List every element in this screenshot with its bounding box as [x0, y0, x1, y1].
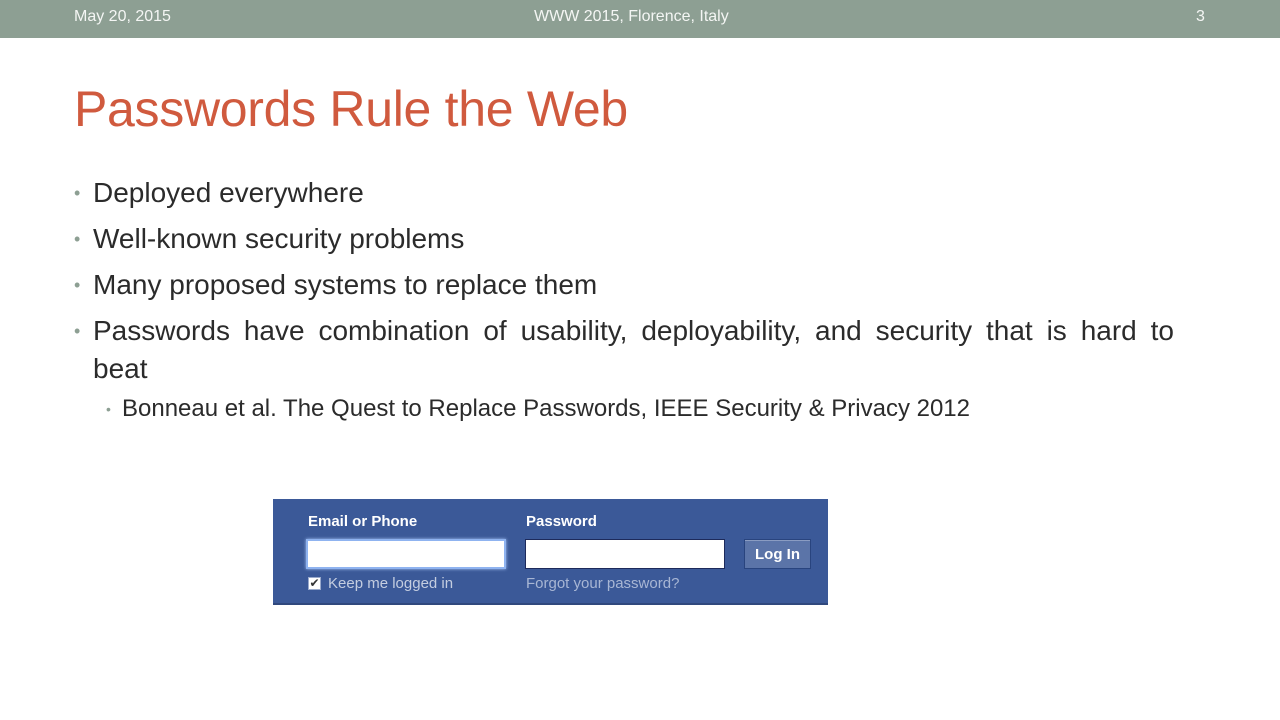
keep-logged-in-label[interactable]: Keep me logged in	[328, 575, 454, 592]
slide-header-bar	[0, 0, 1280, 38]
email-label: Email or Phone	[308, 513, 418, 530]
bullet-item	[74, 312, 1174, 388]
bullet-dot-icon: •	[74, 229, 81, 249]
bullet-item	[74, 174, 1174, 212]
bullet-dot-icon: •	[106, 401, 111, 417]
password-label: Password	[526, 513, 597, 530]
bullet-item	[74, 220, 1174, 258]
bullet-text: Many proposed systems to replace them	[93, 269, 598, 300]
bullet-text: Deployed everywhere	[93, 177, 364, 208]
sub-bullet-text: Bonneau et al. The Quest to Replace Passwords, IEEE Security & Privacy 2012	[122, 395, 971, 422]
login-button[interactable]: Log In	[744, 539, 811, 569]
bullet-dot-icon: •	[74, 321, 81, 341]
bullet-dot-icon: •	[74, 275, 81, 295]
keep-logged-in-checkbox[interactable]	[308, 577, 321, 590]
slide-number: 3	[1196, 8, 1205, 25]
login-form-image	[273, 499, 828, 605]
bullet-text: Passwords have combination of usability, deployability, and security that is hard to beat	[93, 315, 1174, 384]
password-field[interactable]	[525, 539, 725, 569]
header-conference: WWW 2015, Florence, Italy	[534, 8, 729, 25]
bullet-text: Well-known security problems	[93, 223, 465, 254]
email-field[interactable]	[306, 539, 506, 569]
checkmark-icon: ✔	[309, 576, 320, 590]
forgot-password-link[interactable]: Forgot your password?	[526, 575, 680, 592]
header-date: May 20, 2015	[74, 8, 171, 25]
bullet-dot-icon: •	[74, 183, 81, 203]
bullet-item	[74, 266, 1174, 304]
slide-title: Passwords Rule the Web	[74, 81, 628, 137]
sub-bullet-item	[74, 394, 1174, 424]
bullet-list	[74, 174, 1174, 424]
